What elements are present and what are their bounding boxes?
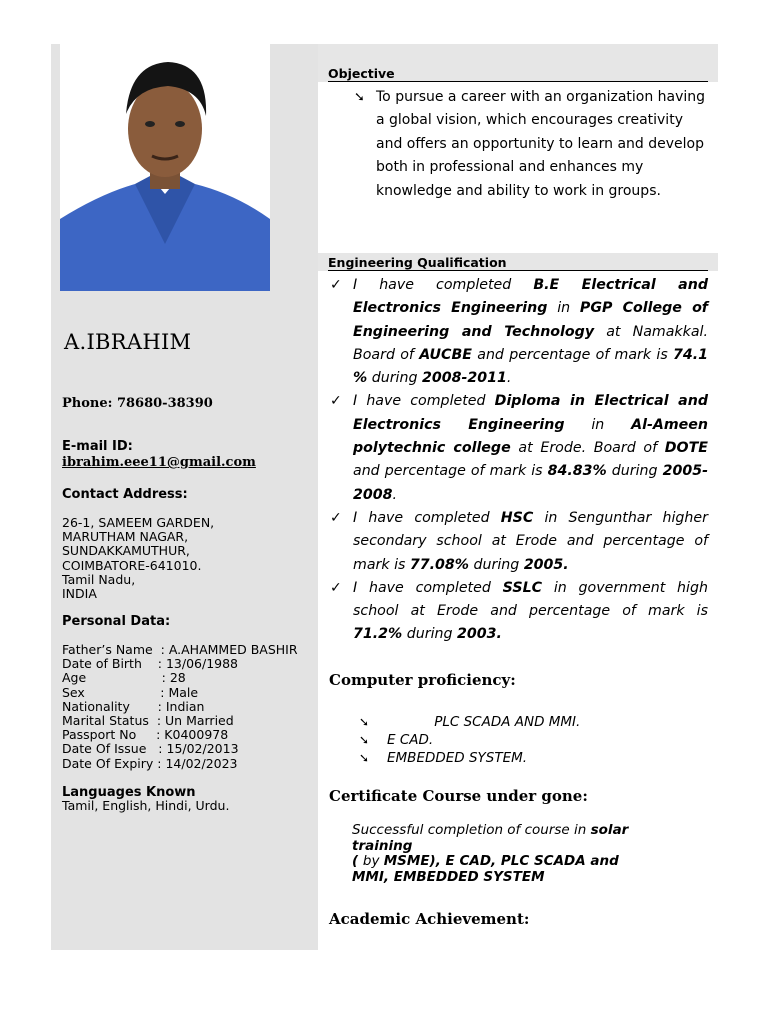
q-bold: 71.2% <box>353 626 403 643</box>
phone-label: Phone: <box>62 396 117 411</box>
q-text: during <box>469 556 524 573</box>
q-bold: 2003. <box>457 626 502 643</box>
q-text: at Erode. Board of <box>510 440 665 457</box>
q-text: I have completed <box>353 579 503 596</box>
languages-value: Tamil, English, Hindi, Urdu. <box>62 798 230 813</box>
q-text: I have completed <box>353 393 495 410</box>
arrow-bullet-icon: ➘ <box>354 90 365 105</box>
address-line: INDIA <box>62 586 97 602</box>
cert-text: Successful completion of course in <box>352 822 591 838</box>
computer-item <box>359 731 580 749</box>
address-block <box>62 516 214 601</box>
languages-label: Languages Known <box>62 785 196 800</box>
phone <box>62 397 213 411</box>
email-label: E-mail ID: <box>62 439 133 454</box>
personal-row: Passport No : K0400978 <box>62 727 229 743</box>
qualification-heading: Engineering Qualification <box>328 253 708 271</box>
computer-list <box>359 713 580 767</box>
arrow-bullet-icon: ➘ <box>359 715 370 729</box>
personal-row: Date Of Issue : 15/02/2013 <box>62 741 239 757</box>
address-line: MARUTHAM NAGAR, <box>62 529 189 545</box>
q-text: in Sengunthar higher secondary school at Erode and percentage of mark is <box>353 509 708 573</box>
computer-item-text: EMBEDDED SYSTEM. <box>387 750 528 766</box>
objective-heading: Objective <box>328 64 708 82</box>
address-line: Tamil Nadu, <box>62 571 136 587</box>
q-bold: SSLC <box>502 579 543 596</box>
address-line: SUNDAKKAMUTHUR, <box>62 543 190 559</box>
q-text: in government high school at Erode and percentage of mark is <box>353 579 708 620</box>
cert-bold: MSME), E CAD, PLC SCADA and MMI, EMBEDDED SYSTEM <box>352 853 619 885</box>
q-bold: 2005. <box>523 556 569 573</box>
personal-row: Date of Birth : 13/06/1988 <box>62 656 239 672</box>
academic-heading: Academic Achievement: <box>329 910 530 928</box>
email-link[interactable]: ibrahim.eee11@gmail.com <box>62 455 256 470</box>
q-bold: 84.83% <box>547 463 607 480</box>
personal-data-block <box>62 643 298 771</box>
q-bold: 74.1 % <box>353 346 709 387</box>
q-bold: 77.08% <box>409 556 470 573</box>
objective-text <box>354 86 710 203</box>
q-text: in <box>564 416 632 433</box>
q-bold: Al-Ameen polytechnic college <box>353 416 708 457</box>
qualification-item <box>330 507 708 577</box>
q-text: . <box>392 486 398 503</box>
computer-heading: Computer proficiency: <box>329 671 516 689</box>
computer-item <box>359 713 580 731</box>
q-text: during <box>367 370 423 387</box>
q-text: and percentage of mark is <box>353 463 548 480</box>
cert-bold: ( <box>352 853 363 870</box>
personal-row: Marital Status : Un Married <box>62 713 234 729</box>
q-bold: AUCBE <box>419 346 472 363</box>
address-label: Contact Address: <box>62 487 188 502</box>
computer-item-text: PLC SCADA AND MMI. <box>387 714 581 730</box>
personal-row: Age : 28 <box>62 670 186 686</box>
certificate-heading: Certificate Course under gone: <box>329 787 588 805</box>
personal-row: Nationality : Indian <box>62 698 205 714</box>
q-bold: HSC <box>500 509 534 526</box>
qualification-item <box>330 390 708 506</box>
address-line: COIMBATORE-641010. <box>62 557 202 573</box>
q-bold: DOTE <box>664 440 708 457</box>
arrow-bullet-icon: ➘ <box>359 733 370 747</box>
qualification-list <box>330 274 708 647</box>
check-icon: ✓ <box>330 579 342 596</box>
q-text: at Namakkal. Board of <box>353 323 708 363</box>
personal-row: Date Of Expiry : 14/02/2023 <box>62 755 238 771</box>
computer-item-text: E CAD. <box>387 732 434 748</box>
person-photo-illustration <box>60 44 270 291</box>
qualification-item <box>330 577 708 647</box>
q-bold: Diploma in Electrical and Electronics Engineering <box>353 393 708 433</box>
q-text: during <box>606 463 663 480</box>
q-bold: 2008-2011 <box>422 370 507 387</box>
computer-item <box>359 749 580 767</box>
q-text: and percentage of mark is <box>471 346 673 363</box>
qualification-item <box>330 274 708 390</box>
check-icon: ✓ <box>330 277 342 293</box>
q-text: during <box>402 626 458 643</box>
q-text: I have completed <box>353 277 534 293</box>
certificate-text <box>352 823 652 885</box>
candidate-name: A.IBRAHIM <box>64 330 192 354</box>
personal-row: Father’s Name : A.AHAMMED BASHIR <box>62 642 298 657</box>
q-text: in <box>547 300 580 317</box>
cert-text: by <box>362 853 384 870</box>
check-icon: ✓ <box>330 393 342 410</box>
q-text: I have completed <box>353 509 501 526</box>
personal-row: Sex : Male <box>62 684 199 700</box>
email-value[interactable] <box>62 456 256 470</box>
q-bold: 2005-2008 <box>353 463 708 503</box>
arrow-bullet-icon: ➘ <box>359 751 370 765</box>
personal-data-label: Personal Data: <box>62 614 171 629</box>
q-text: . <box>506 370 512 387</box>
check-icon: ✓ <box>330 509 342 526</box>
q-bold: B.E Electrical and Electronics Engineering <box>353 277 708 317</box>
profile-photo <box>60 44 270 291</box>
q-bold: PGP College of Engineering and Technology <box>353 300 708 340</box>
address-line: 26-1, SAMEEM GARDEN, <box>62 515 215 530</box>
cert-bold: solar training <box>352 822 629 854</box>
phone-value: 78680-38390 <box>116 396 213 411</box>
objective-paragraph: To pursue a career with an organization having a global vision, which encourages creativity and offers an opportunity to learn and develop both in professional and enhances my knowledge and ability to work in groups. <box>376 89 706 199</box>
